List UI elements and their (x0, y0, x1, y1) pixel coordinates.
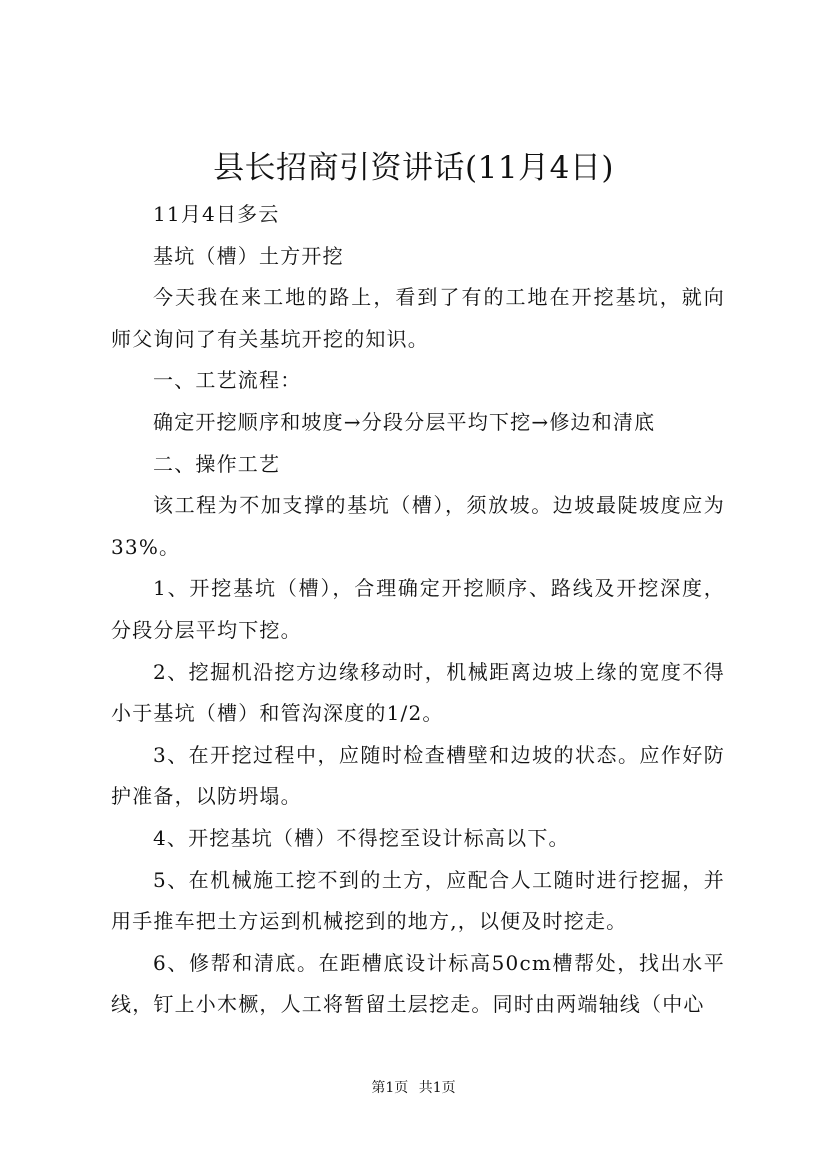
heading-operation: 二、操作工艺 (153, 451, 281, 476)
paragraph-topic: 基坑（槽）土方开挖 (153, 243, 344, 268)
list-item-1: 1、开挖基坑（槽），合理确定开挖顺序、路线及开挖深度，分段分层平均下挖。 (111, 576, 725, 642)
page-total: 共1页 (418, 1080, 456, 1096)
list-item-6: 6、修帮和清底。在距槽底设计标高50cm槽帮处，找出水平线，钉上小木橛，人工将暂留土层挖走。同时由两端轴线（中心 (111, 950, 725, 1017)
list-item-2: 2、挖掘机沿挖方边缘移动时，机械距离边坡上缘的宽度不得小于基坑（槽）和管沟深度的1/2。 (111, 659, 725, 726)
paragraph-intro: 今天我在来工地的路上，看到了有的工地在开挖基坑，就向师父询问了有关基坑开挖的知识。 (111, 285, 725, 351)
paragraph-process-flow: 确定开挖顺序和坡度→分段分层平均下挖→修边和清底 (153, 409, 656, 434)
paragraph-slope: 该工程为不加支撑的基坑（槽），须放坡。边坡最陡坡度应为33%。 (111, 493, 725, 559)
page-number: 第1页 (371, 1080, 409, 1096)
paragraph-date-weather: 11月4日多云 (153, 202, 280, 226)
list-item-3: 3、在开挖过程中，应随时检查槽壁和边坡的状态。应作好防护准备，以防坍塌。 (111, 742, 725, 809)
list-item-4: 4、开挖基坑（槽）不得挖至设计标高以下。 (153, 825, 570, 850)
page-footer (0, 1078, 827, 1098)
list-item-5: 5、在机械施工挖不到的土方，应配合人工随时进行挖掘，并用手推车把土方运到机械挖到的地方,，以便及时挖走。 (111, 867, 725, 934)
document-title: 县长招商引资讲话(11月4日) (213, 150, 614, 186)
heading-process: 一、工艺流程： (153, 368, 302, 393)
document-body (111, 194, 725, 1026)
